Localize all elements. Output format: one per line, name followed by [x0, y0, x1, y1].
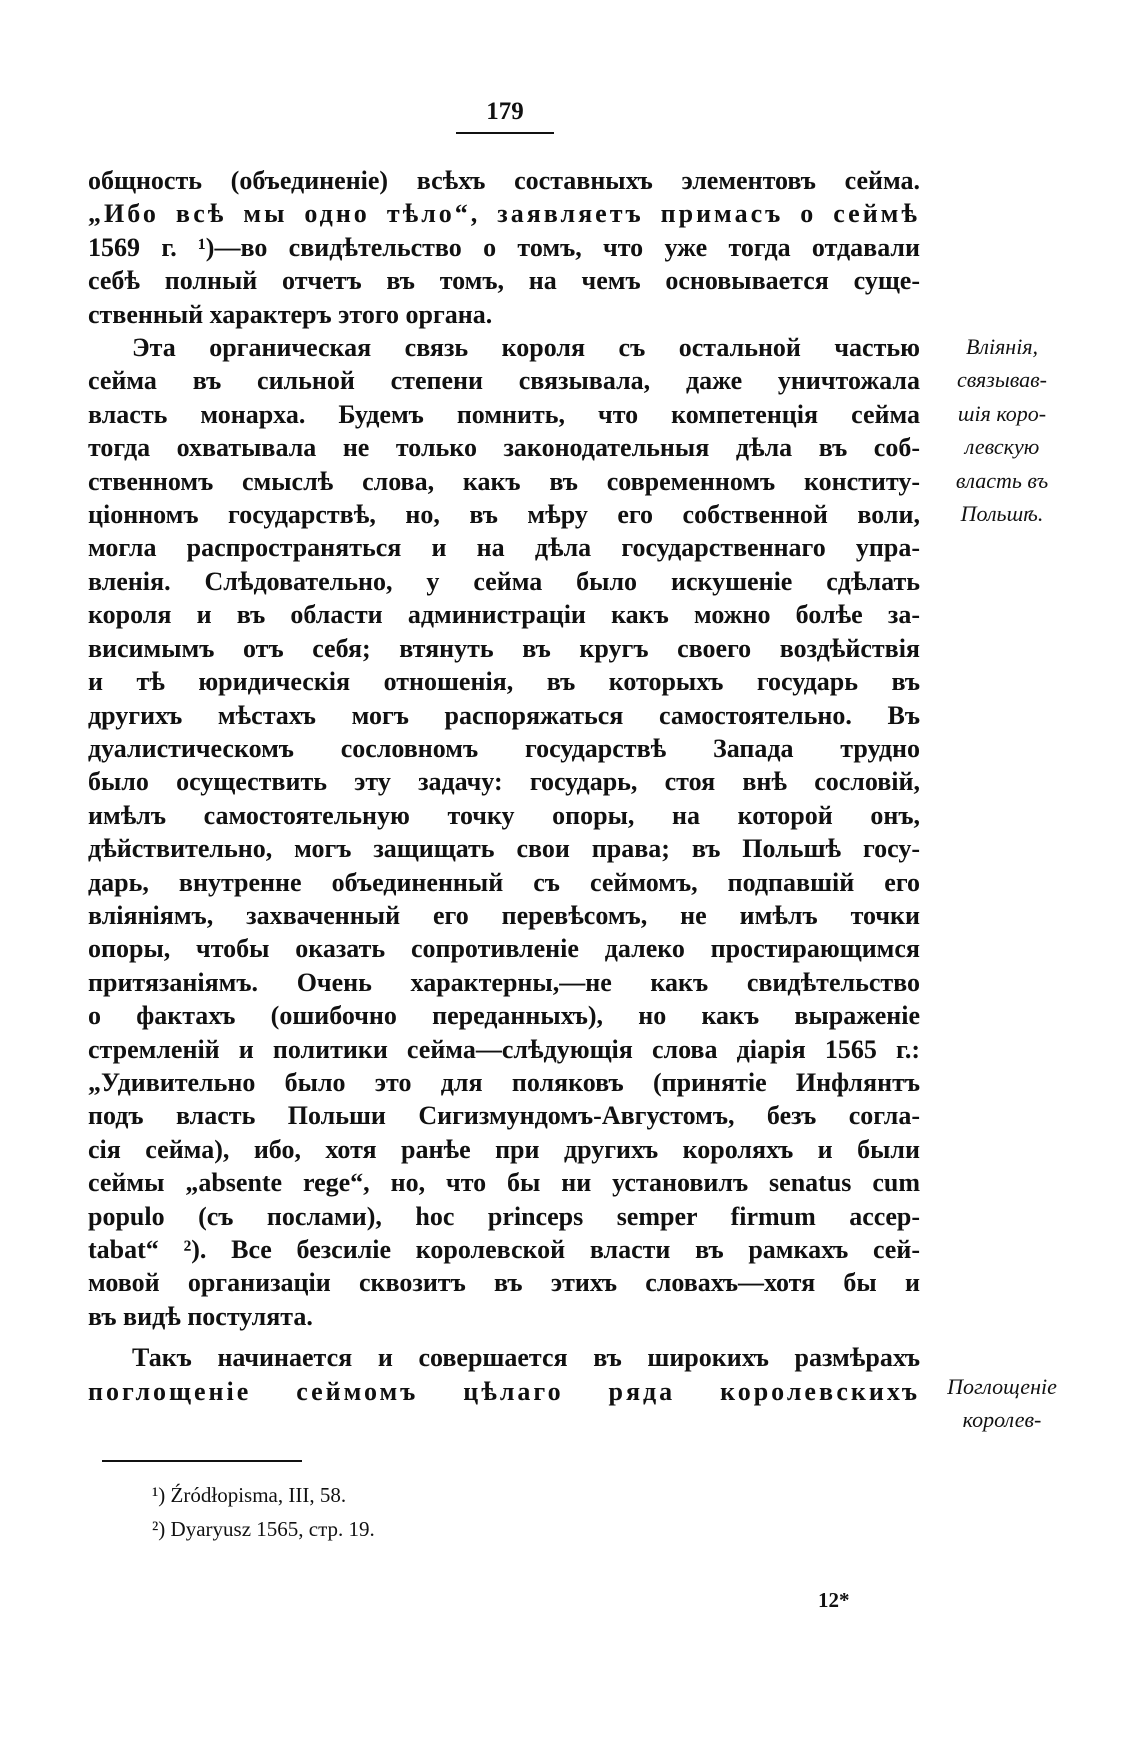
text-line: Эта органическая связь короля съ остальной частью: [132, 333, 920, 363]
footnote-1: ¹) Źródłopisma, III, 58.: [152, 1483, 347, 1507]
text-line: дарь, внутренне объединенный съ сеймомъ, подпавшiй его: [88, 867, 920, 897]
text-line: общность (объединенiе) всѣхъ составныхъ элементовъ сейма.: [88, 166, 920, 195]
text-line: висимымъ отъ себя; втянуть въ кругъ своего воздѣйствiя: [88, 633, 920, 663]
text-line: подъ власть Польши Сигизмундомъ-Августомъ, безъ согла-: [88, 1101, 920, 1131]
margin-note-line: королев-: [962, 1407, 1042, 1433]
footnote-2: ²) Dyaryusz 1565, стр. 19.: [152, 1517, 375, 1541]
text-line: могла распространяться и на дѣла государственнаго упра-: [88, 533, 920, 563]
text-line: влiянiямъ, захваченный его перевѣсомъ, не имѣлъ точки: [88, 900, 920, 930]
margin-note-line: связывав-: [956, 367, 1047, 393]
signature-mark: 12*: [818, 1588, 850, 1612]
footnote-separator: [102, 1460, 302, 1462]
margin-note-line: Поглощенiе: [947, 1374, 1057, 1399]
text-line: поглощенiе сеймомъ цѣлаго ряда королевскихъ: [88, 1376, 920, 1406]
text-line: себѣ полный отчетъ въ томъ, на чемъ основывается суще-: [88, 266, 920, 296]
text-line: имѣлъ самостоятельную точку опоры, на которой онъ,: [88, 800, 920, 830]
margin-note-line: шiя коро-: [957, 400, 1047, 426]
text-line: стремленiй и политики сейма—слѣдующiя слова дiарiя 1565 г.:: [88, 1034, 920, 1064]
text-line: вленiя. Слѣдовательно, у сейма было искушенiе сдѣлать: [88, 566, 920, 596]
margin-note-line: власть въ: [955, 467, 1049, 493]
text-line: ственномъ смыслѣ слова, какъ въ современномъ конститу-: [88, 466, 920, 496]
page-number: 179: [456, 98, 554, 134]
text-line: короля и въ области администрацiи какъ можно болѣе за-: [88, 600, 920, 630]
text-line: другихъ мѣстахъ могъ распоряжаться самостоятельно. Въ: [88, 700, 920, 730]
text-line: тогда охватывала не только законодательныя дѣла въ соб-: [88, 433, 920, 463]
paragraph-gap: [88, 1333, 920, 1341]
text-line: цiонномъ государствѣ, но, въ мѣру его собственной воли,: [88, 500, 920, 530]
main-text: [88, 164, 920, 1408]
margin-note-influence: [932, 330, 1072, 530]
text-line: „Удивительно было это для поляковъ (принятiе Инфлянтъ: [88, 1067, 920, 1097]
text-line: сейма въ сильной степени связывала, даже уничтожала: [88, 366, 920, 396]
text-line: притязанiямъ. Очень характерны,—не какъ свидѣтельство: [88, 967, 920, 997]
text-line: опоры, чтобы оказать сопротивленiе далеко простирающимся: [88, 934, 920, 964]
text-line: сiя сейма), ибо, хотя ранѣе при другихъ короляхъ и были: [88, 1134, 920, 1164]
text-line: сеймы „absente rege“, но, что бы ни установилъ senatus cum: [88, 1168, 920, 1198]
text-line: въ видѣ постулята.: [88, 1301, 313, 1331]
text-line: о фактахъ (ошибочно переданныхъ), но какъ выраженiе: [88, 1001, 920, 1031]
margin-note-line: левскую: [964, 434, 1040, 460]
text-line: и тѣ юридическiя отношенiя, въ которыхъ государь въ: [88, 667, 920, 697]
text-line: tabat“ ²). Все безсилiе королевской власти въ рамкахъ сей-: [88, 1235, 920, 1264]
text-line: власть монарха. Будемъ помнить, что компетенцiя сейма: [88, 399, 920, 429]
margin-note-line: Польшѣ.: [960, 501, 1044, 527]
footnotes: [152, 1478, 375, 1546]
margin-note-line: Влiянiя,: [965, 334, 1039, 359]
text-line: дуалистическомъ сословномъ государствѣ Запада трудно: [88, 733, 920, 763]
text-line: „Ибо всѣ мы одно тѣло“, заявляетъ примасъ о сеймѣ: [88, 199, 920, 229]
text-line: ственный характеръ этого органа.: [88, 299, 493, 329]
margin-note-absorption: [932, 1370, 1072, 1437]
text-line: 1569 г. ¹)—во свидѣтельство о томъ, что уже тогда отдавали: [88, 232, 920, 262]
text-line: populo (съ послами), hoc princeps semper firmum accep-: [88, 1201, 920, 1231]
text-line: Такъ начинается и совершается въ широкихъ размѣрахъ: [132, 1343, 920, 1373]
text-line: было осуществить эту задачу: государь, стоя внѣ сословiй,: [88, 767, 920, 797]
text-line: дѣйствительно, могъ защищать свои права; въ Польшѣ госу-: [88, 834, 920, 864]
text-line: мовой организацiи сквозитъ въ этихъ словахъ—хотя бы и: [88, 1268, 920, 1298]
